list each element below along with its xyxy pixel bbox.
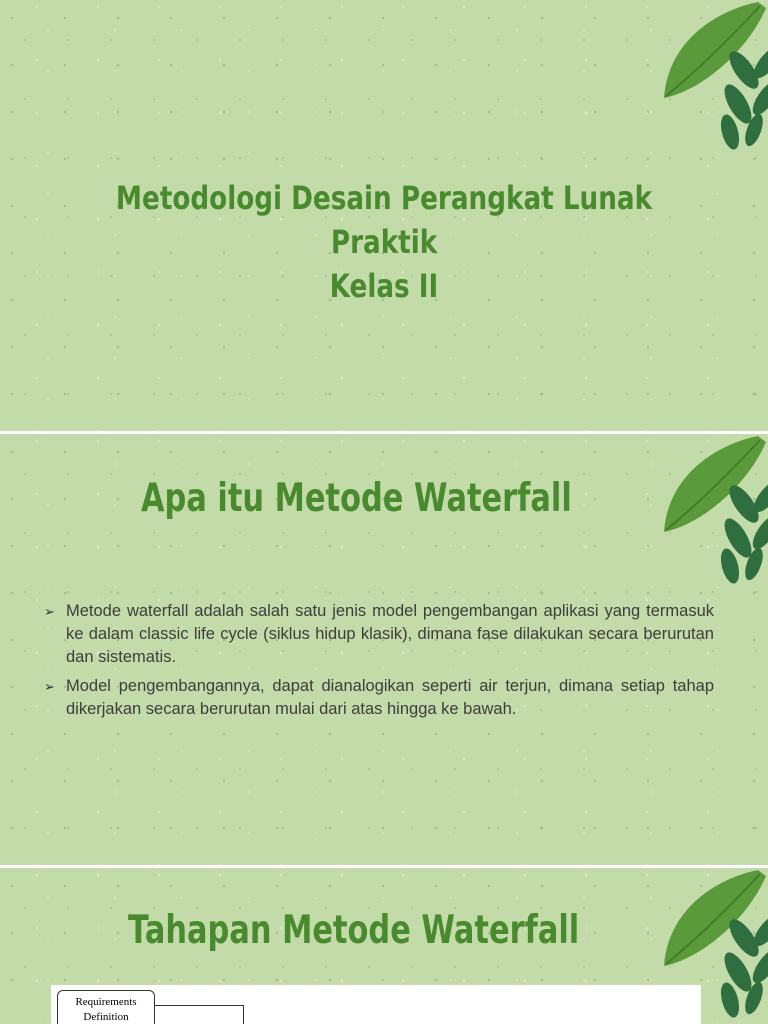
slide-3-title: Tahapan Metode Waterfall xyxy=(128,908,580,953)
title-line-2: Kelas II xyxy=(329,267,439,305)
arrow-bullet-icon: ➢ xyxy=(44,679,55,694)
list-item xyxy=(44,675,714,721)
leaf-icon xyxy=(648,0,768,150)
slide-waterfall-stages xyxy=(0,868,768,1024)
leaf-icon xyxy=(648,434,768,584)
slide-title xyxy=(0,0,768,431)
list-item xyxy=(44,600,714,669)
arrow-bullet-icon: ➢ xyxy=(44,604,55,619)
bullet-list xyxy=(44,600,714,727)
diagram-box-requirements: Requirements Definition xyxy=(57,990,155,1024)
bullet-text: Model pengembangannya, dapat dianalogikan seperti air terjun, dimana setiap tahap dikerjakan secara berurutan mulai dari atas hingga ke bawah. xyxy=(66,677,714,718)
title-line-1: Metodologi Desain Perangkat Lunak Praktik xyxy=(115,179,653,261)
slide-1-title xyxy=(0,176,768,308)
slide-2-title: Apa itu Metode Waterfall xyxy=(141,476,572,521)
diagram-connector xyxy=(155,1005,244,1024)
waterfall-diagram xyxy=(51,985,701,1024)
bullet-text: Metode waterfall adalah salah satu jenis model pengembangan aplikasi yang termasuk ke dalam classic life cycle (siklus hidup klasik), dimana fase dilakukan secara berurutan dan sistematis. xyxy=(66,602,714,666)
slide-waterfall-intro xyxy=(0,434,768,865)
